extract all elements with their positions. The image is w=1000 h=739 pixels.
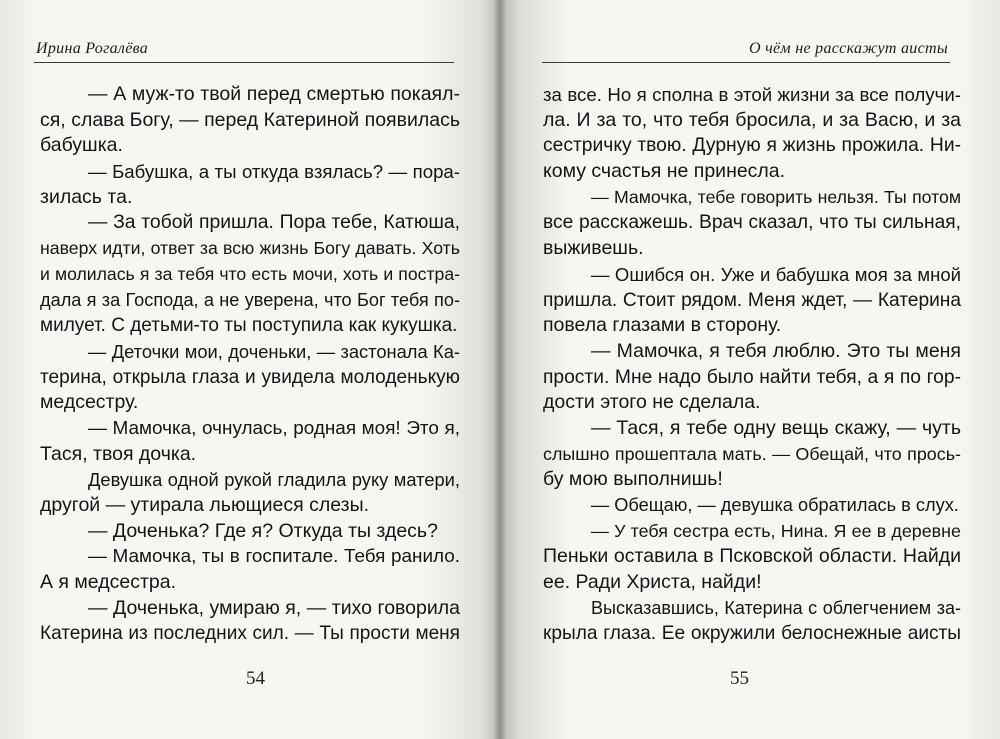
text-line: за все. Но я сполна в этой жизни за все получи-	[543, 84, 961, 105]
text-line: милует. С детьми-то ты поступила как кукушка.	[40, 315, 458, 337]
text-line: — Мамочка, тебе говорить нельзя. Ты потом	[591, 186, 961, 207]
page-number: 54	[246, 668, 265, 689]
text-line: Девушка одной рукой гладила руку матери,	[88, 469, 460, 491]
text-line: — Доченька, умираю я, — тихо говорила	[88, 596, 460, 619]
text-line: все расскажешь. Врач сказал, что ты сильная,	[543, 212, 961, 234]
header-rule	[34, 62, 454, 63]
text-line: А я медсестра.	[40, 571, 176, 594]
text-line: Пеньки оставила в Псковской области. Найди	[543, 545, 961, 568]
text-line: пришла. Стоит рядом. Меня ждет, — Катерина	[543, 289, 961, 311]
text-line: ее. Ради Христа, найди!	[543, 571, 762, 594]
text-line: сестричку твою. Дурную я жизнь прожила. Ни-	[543, 135, 961, 157]
text-line: наверх идти, ответ за всю жизнь Богу давать. Хоть	[40, 238, 460, 259]
text-line: крыла глаза. Ее окружили белоснежные аисты	[543, 623, 961, 645]
text-line: дала я за Господа, а не уверена, что Бог тебя по-	[40, 289, 460, 310]
text-line: Катерина из последних сил. — Ты прости меня	[40, 623, 460, 645]
text-line: повела глазами в сторону.	[543, 314, 782, 337]
text-line: бу мою выполнишь!	[543, 468, 723, 491]
text-line: — Деточки мои, доченьки, — застонала Ка-	[88, 340, 460, 362]
text-line: кому счастья не принесла.	[543, 160, 786, 183]
text-line: — Обещаю, — девушка обратилась в слух.	[591, 495, 959, 515]
running-header-author: Ирина Рогалёва	[36, 40, 149, 57]
right-page	[500, 0, 1000, 739]
text-line: и молилась я за тебя что есть мочи, хоть и постра-	[40, 263, 460, 284]
text-line: дости этого не сделала.	[543, 391, 761, 414]
text-line: терина, открыла глаза и увидела молоденькую	[40, 366, 460, 388]
text-line: Высказавшись, Катерина с облегчением за-	[591, 597, 961, 618]
text-line: зилась та.	[40, 185, 133, 208]
text-line: Тася, твоя дочка.	[40, 442, 197, 465]
text-line: другой — утирала льющиеся слезы.	[40, 494, 370, 516]
text-line: выживешь.	[543, 237, 644, 260]
text-line: — Мамочка, я тебя люблю. Это ты меня	[591, 339, 961, 362]
body-text	[543, 82, 961, 647]
text-line: — Ошибся он. Уже и бабушка моя за мной	[591, 263, 961, 285]
body-text	[40, 82, 460, 647]
text-line: ся, слава Богу, — перед Катериной появилась	[40, 108, 460, 131]
running-header-title: О чём не расскажут аисты	[748, 40, 948, 57]
text-line: — Тася, я тебе одну вещь скажу, — чуть	[591, 416, 961, 439]
text-line: слышно прошептала мать. — Обещай, что прось-	[543, 443, 961, 464]
text-line: — А муж-то твой перед смертью покаял-	[88, 83, 460, 105]
text-line: — За тобой пришла. Пора тебе, Катюша,	[88, 211, 460, 234]
book-gutter	[492, 0, 508, 739]
text-line: — Доченька? Где я? Откуда ты здесь?	[88, 519, 438, 542]
page-number: 55	[730, 668, 749, 689]
text-line: медсестру.	[40, 391, 139, 414]
text-line: — Мамочка, ты в госпитале. Тебя ранило.	[88, 546, 460, 568]
text-line: бабушка.	[40, 134, 123, 157]
text-line: — Бабушка, а ты откуда взялась? — пора-	[88, 161, 460, 183]
text-line: — У тебя сестра есть, Нина. Я ее в деревне	[591, 520, 961, 541]
text-line: — Мамочка, очнулась, родная моя! Это я,	[88, 417, 460, 439]
header-rule	[542, 62, 950, 63]
text-line: ла. И за то, что тебя бросила, и за Васю, и за	[543, 108, 961, 131]
text-line: прости. Мне надо было найти тебя, а я по гор-	[543, 366, 961, 388]
